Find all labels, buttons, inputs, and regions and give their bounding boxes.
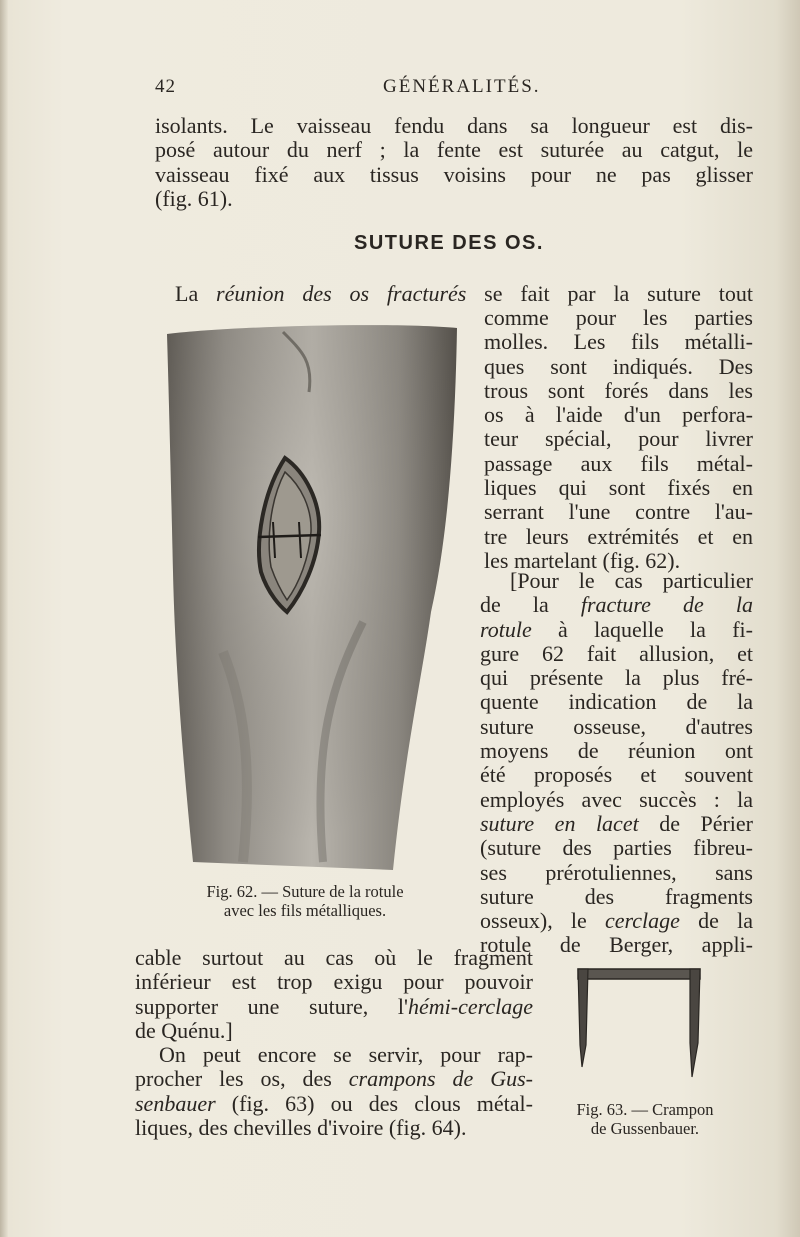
text-line: trous sont forés dans les [484,377,753,403]
text-run: de la [679,908,753,934]
text-line: les martelant (fig. 62). [484,547,681,573]
text-line: suture des fragments [480,883,753,909]
text-line: suture osseuse, d'autres [480,713,753,739]
figure-63-caption [550,1100,740,1138]
paragraph-first-line [175,282,753,306]
text-line: rotule de Berger, appli- [480,932,753,958]
text-line [480,618,753,642]
clamp-prong-right [690,969,700,1077]
caption-line: Fig. 63. — Crampon [576,1100,714,1119]
text-run: de la [480,592,581,618]
page-edge [0,0,8,1237]
text-line: comme pour les parties [484,305,753,330]
paragraph-crampons [135,1043,533,1140]
caption-line: de Gussenbauer. [590,1119,700,1138]
italic-run: réunion des os fracturés [216,281,467,306]
text-line [135,995,533,1019]
italic-run: suture en lacet [480,810,639,836]
text-line: isolants. Le vaisseau fendu dans sa longueur est dis- [155,113,753,138]
text-line: cable surtout au cas où le fragment [135,945,533,970]
text-line [135,1067,533,1091]
text-line: moyens de réunion ont [480,738,753,764]
text-line: (fig. 61). [155,185,233,211]
text-line: os à l'aide d'un perfora- [484,402,753,428]
italic-run: rotule [480,616,532,642]
text-run: procher les os, des [135,1066,349,1092]
italic-run: fracture de la [580,592,753,618]
text-run: osseux), le [480,908,606,934]
knee-highlight [167,325,457,870]
text-line: de Quénu.] [135,1017,233,1043]
text-line: (suture des parties fibreu- [480,835,753,861]
text-line: quente indication de la [480,689,753,715]
italic-run: crampons de Gus- [348,1066,533,1092]
text-run: supporter une suture, l' [135,993,408,1019]
text-line: vaisseau fixé aux tissus voisins pour ne pas glisser [155,161,753,187]
text-line: serrant l'une contre l'au- [484,499,753,525]
text-line: teur spécial, pour livrer [484,426,753,452]
text-run: de Périer [638,810,753,836]
figure-62-caption [160,882,450,920]
text-line [480,909,753,933]
caption-line: avec les fils métalliques. [223,901,387,920]
clamp-prong-left [578,969,588,1067]
page-number: 42 [155,76,176,97]
text-run: La [175,281,217,306]
text-line: été proposés et souvent [480,762,753,788]
paragraph-patella-fracture [480,569,753,958]
text-line: ques sont indiqués. Des [484,353,753,379]
text-line: posé autour du nerf ; la fente est suturée au catgut, le [155,137,753,163]
clamp-bar [578,969,700,979]
text-line: ses prérotuliennes, sans [480,859,753,885]
text-line [480,812,753,836]
running-header [155,76,755,102]
text-line: inférieur est trop exigu pour pouvoir [135,969,533,995]
text-line: gure 62 fait allusion, et [480,640,753,666]
text-run: (fig. 63) ou des clous métal- [215,1090,533,1116]
text-run: à laquelle la fi- [531,616,753,642]
text-line [480,593,753,617]
text-line: liques, des chevilles d'ivoire (fig. 64). [135,1114,467,1140]
knee-suture-illustration [163,322,461,870]
italic-run: cerclage [605,908,680,934]
text-line [135,1092,533,1116]
text-line: [Pour le cas particulier [510,568,753,593]
text-line: qui présente la plus fré- [480,665,753,691]
section-heading: SUTURE DES OS. [354,232,544,254]
text-line: employés avec succès : la [480,786,753,812]
gussenbauer-clamp-illustration [574,963,704,1083]
text-line: passage aux fils métal- [484,450,753,476]
text-line [175,282,753,306]
text-line: tre leurs extrémités et en [484,523,753,549]
text-run: se fait par la suture tout [466,281,753,306]
running-title: GÉNÉRALITÉS. [383,76,541,97]
italic-run: hémi-cerclage [407,993,533,1019]
italic-run: senbauer [135,1090,216,1116]
text-line: molles. Les fils métalli- [484,329,753,355]
paragraph-bone-suture [484,306,753,573]
caption-line: Fig. 62. — Suture de la rotule [206,882,404,901]
intro-paragraph [155,114,753,211]
paragraph-patella-continued [135,946,533,1043]
text-line: liques qui sont fixés en [484,475,753,501]
text-line: On peut encore se servir, pour rap- [159,1042,533,1067]
